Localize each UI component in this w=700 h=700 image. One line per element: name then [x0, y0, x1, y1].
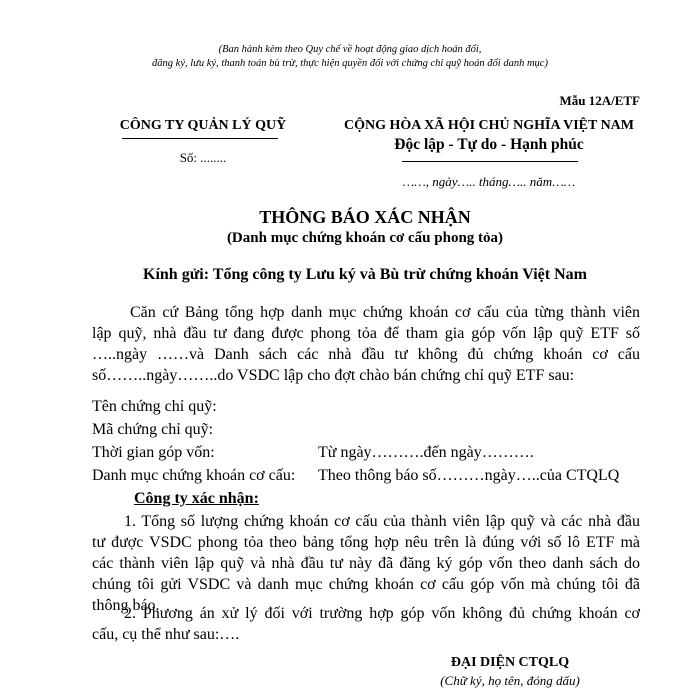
regulation-note-line-1: (Ban hành kèm theo Quy chế về hoạt động giao dịch hoán đổi, — [218, 44, 482, 55]
document-subtitle: (Danh mục chứng khoán cơ cấu phong tỏa) — [226, 230, 504, 246]
field-contribution-time-label: Thời gian góp vốn: — [92, 444, 215, 461]
confirmation-item-2 — [92, 603, 640, 645]
intro-line: lập quỹ, nhà đầu tư đang được phong tỏa để tham gia góp vốn lập quỹ ETF số — [92, 325, 640, 342]
motto-underline — [402, 161, 578, 162]
intro-paragraph — [92, 302, 640, 386]
national-motto: Độc lập - Tự do - Hạnh phúc — [394, 136, 584, 153]
signature-note: (Chữ ký, họ tên, đóng dấu) — [440, 673, 580, 688]
item-1-line: các thành viên lập quỹ và nhà đầu tư này đã đăng ký góp vốn theo danh sách do — [92, 555, 640, 572]
document-title: THÔNG BÁO XÁC NHẬN — [259, 207, 471, 227]
item-1-line: chúng tôi gửi VSDC và danh mục chứng khoán cơ cấu góp vốn mà chúng tôi đã — [92, 576, 640, 593]
republic-name: CỘNG HÒA XÃ HỘI CHỦ NGHĨA VIỆT NAM — [343, 118, 634, 133]
item-2-line: cấu, cụ thể như sau:…. — [92, 626, 240, 643]
recipient: Kính gửi: Tổng công ty Lưu ký và Bù trừ chứng khoán Việt Nam — [143, 266, 587, 283]
form-code: Mẫu 12A/ETF — [559, 93, 640, 108]
company-name: CÔNG TY QUẢN LÝ QUỸ — [119, 118, 287, 133]
item-1-line: tư được VSDC phong tỏa theo bảng tổng hợp nêu trên là đúng với số lô ETF mà — [92, 534, 640, 551]
item-2-line: 2. Phương án xử lý đối với trường hợp góp vốn không đủ chứng khoán cơ — [124, 605, 640, 622]
intro-line: …..ngày ……và Danh sách các nhà đầu tư không đủ chứng khoán cơ cấu — [92, 346, 640, 363]
confirmation-heading: Công ty xác nhận: — [134, 490, 259, 507]
field-fund-name-label: Tên chứng chỉ quỹ: — [92, 398, 217, 415]
field-contribution-time-value: Từ ngày……….đến ngày………. — [318, 444, 534, 461]
field-portfolio-value: Theo thông báo số………ngày…..của CTQLQ — [318, 467, 620, 484]
confirmation-item-1 — [92, 511, 640, 616]
place-date: ……, ngày….. tháng….. năm…… — [402, 174, 576, 189]
field-fund-code-label: Mã chứng chỉ quỹ: — [92, 421, 214, 438]
company-underline — [122, 138, 278, 139]
signature-title: ĐẠI DIỆN CTQLQ — [450, 655, 570, 670]
document-number: Số: ........ — [179, 150, 227, 165]
regulation-note-line-2: đăng ký, lưu ký, thanh toán bù trừ, thực hiện quyền đối với chứng chỉ quỹ hoán đổi danh mục) — [152, 58, 548, 69]
intro-line: số……..ngày……..do VSDC lập cho đợt chào bán chứng chỉ quỹ ETF sau: — [92, 367, 575, 384]
field-portfolio-label: Danh mục chứng khoán cơ cấu: — [92, 467, 296, 484]
item-1-line: thông báo. — [92, 597, 160, 614]
intro-line: Căn cứ Bảng tổng hợp danh mục chứng khoán cơ cấu của từng thành viên — [130, 304, 640, 321]
item-1-line: 1. Tổng số lượng chứng khoán cơ cấu của thành viên lập quỹ và các nhà đầu — [124, 513, 640, 530]
